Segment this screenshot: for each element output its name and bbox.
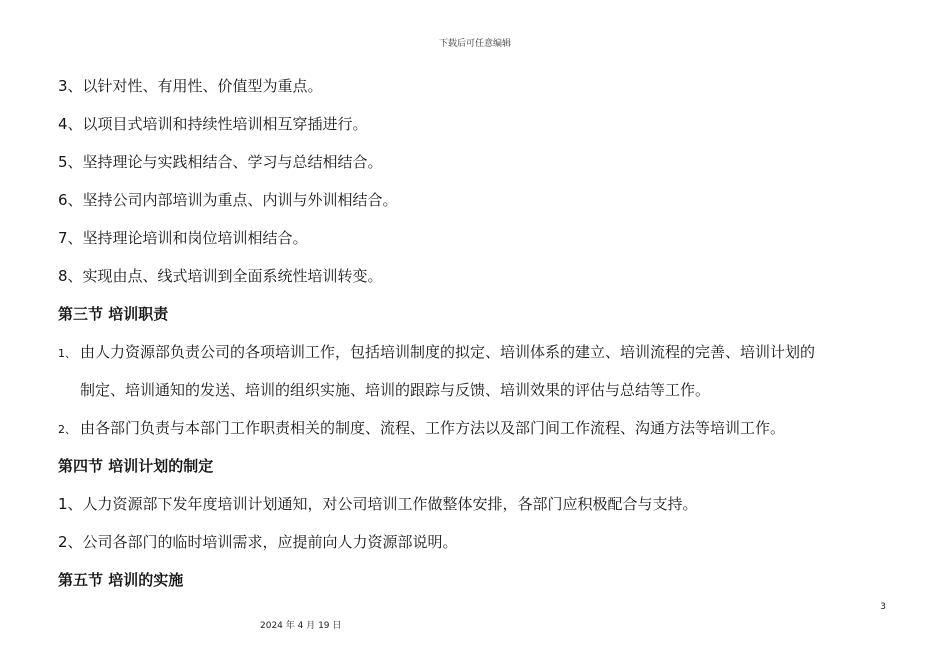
list-item: 5、坚持理论与实践相结合、学习与总结相结合。 [58,153,383,171]
list-item: 3、以针对性、有用性、价值型为重点。 [58,77,323,95]
section-3-item-1-continuation: 制定、培训通知的发送、培训的组织实施、培训的跟踪与反馈、培训效果的评估与总结等工作。 [80,381,711,399]
section-5-heading: 第五节 培训的实施 [58,571,184,589]
footer-date: 2024 年 4 月 19 日 [260,621,342,631]
section-3-item-2 [58,418,785,440]
list-item: 4、以项目式培训和持续性培训相互穿插进行。 [58,115,368,133]
page-header: 下载后可任意编辑 [438,39,511,49]
list-item: 2、公司各部门的临时培训需求，应提前向人力资源部说明。 [58,533,458,551]
section-3-heading: 第三节 培训职责 [58,305,169,323]
list-item: 6、坚持公司内部培训为重点、内训与外训相结合。 [58,191,398,209]
item-text: 由人力资源部负责公司的各项培训工作，包括培训制度的拟定、培训体系的建立、培训流程的完善、培训计划的 [80,343,816,361]
section-3-item-1 [58,342,815,364]
item-text: 由各部门负责与本部门工作职责相关的制度、流程、工作方法以及部门间工作流程、沟通方法等培训工作。 [80,419,786,437]
page-number: 3 [880,602,886,612]
item-number: 2、 [58,423,76,436]
list-item: 8、实现由点、线式培训到全面系统性培训转变。 [58,267,383,285]
item-number: 1、 [58,347,76,360]
section-4-heading: 第四节 培训计划的制定 [58,457,214,475]
list-item: 1、人力资源部下发年度培训计划通知，对公司培训工作做整体安排，各部门应积极配合与支持。 [58,495,698,513]
list-item: 7、坚持理论培训和岗位培训相结合。 [58,229,308,247]
